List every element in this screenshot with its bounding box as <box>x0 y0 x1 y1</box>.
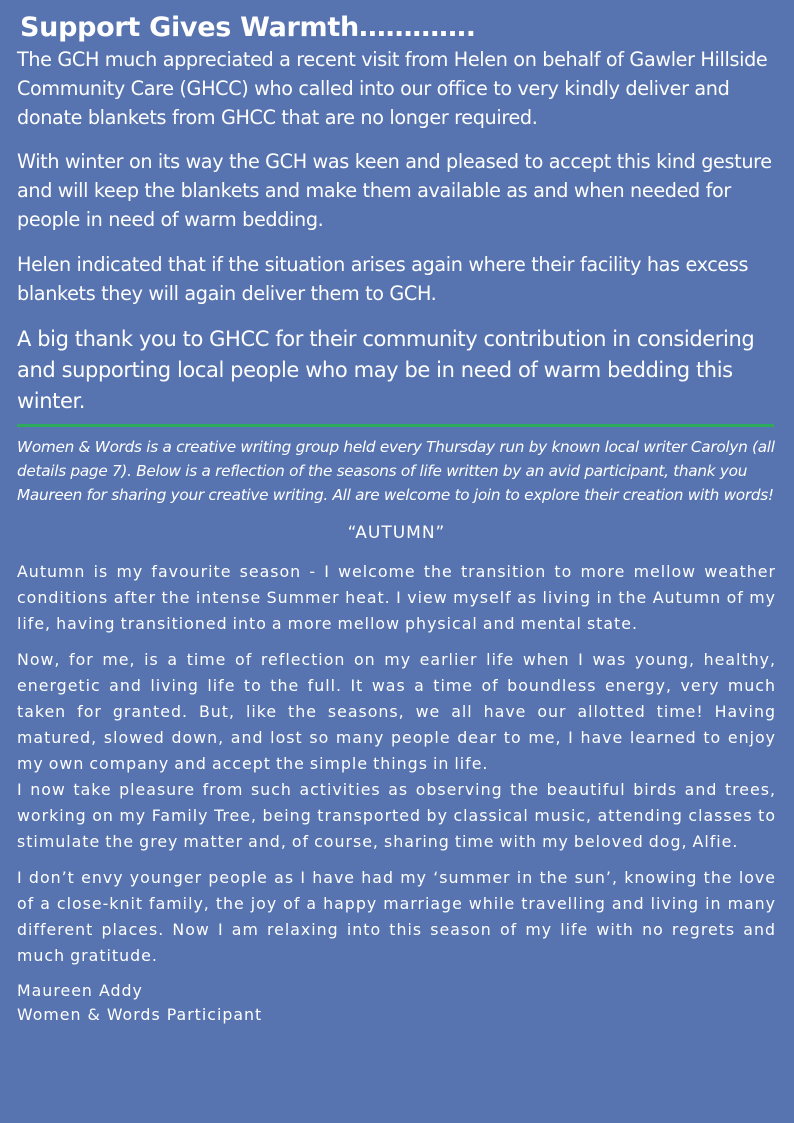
support-article <box>17 10 776 417</box>
autumn-piece <box>17 520 776 1027</box>
article-paragraph-1: The GCH much appreciated a recent visit from Helen on behalf of Gawler Hillside Community Care (GHCC) who called into our office to very kindly deliver and donate blankets from GHCC that are no longer required. <box>17 48 768 129</box>
section-divider <box>17 424 774 427</box>
signature <box>17 979 776 1027</box>
article-paragraph-2: With winter on its way the GCH was keen and pleased to accept this kind gesture and will keep the blankets and make them available as and when needed for people in need of warm bedding. <box>17 150 772 231</box>
poem-paragraph-1: Autumn is my favourite season - I welcome the transition to more mellow weather conditions after the intense Summer heat. I view myself as living in the Autumn of my life, having transitioned into a more mellow physical and mental state. <box>17 562 776 633</box>
poem-title: “AUTUMN” <box>347 523 446 543</box>
poem-paragraph-4: I don’t envy younger people as I have had my ‘summer in the sun’, knowing the love of a close-knit family, the joy of a happy marriage while travelling and living in many different places. Now I am relaxing into this season of my life with no regrets and much gratitude. <box>17 868 776 965</box>
women-and-words-intro: Women & Words is a creative writing group held every Thursday run by known local writer Carolyn (all details page 7). Below is a reflection of the seasons of life written by an avid participant, thank you Maureen for sharing your creative writing. All are welcome to join to explore their creation with words! <box>17 438 775 504</box>
author-role: Women & Words Participant <box>17 1005 263 1024</box>
article-paragraph-3: Helen indicated that if the situation arises again where their facility has excess blankets they will again deliver them to GCH. <box>17 253 749 305</box>
poem-paragraph-2: Now, for me, is a time of reflection on my earlier life when I was young, healthy, energetic and living life to the full. It was a time of boundless energy, very much taken for granted. But, like the seasons, we all have our allotted time! Having matured, slowed down, and lost so many people dear to me, I have learned to enjoy my own company and accept the simple things in life. <box>17 650 776 773</box>
author-name: Maureen Addy <box>17 981 143 1000</box>
poem-paragraph-3: I now take pleasure from such activities as observing the beautiful birds and trees, working on my Family Tree, being transported by classical music, attending classes to stimulate the grey matter and, of course, sharing time with my beloved dog, Alfie. <box>17 780 776 851</box>
article-thanks: A big thank you to GHCC for their community contribution in considering and supporting local people who may be in need of warm bedding this winter. <box>17 327 755 413</box>
article-title: Support Gives Warmth…………. <box>20 12 476 43</box>
